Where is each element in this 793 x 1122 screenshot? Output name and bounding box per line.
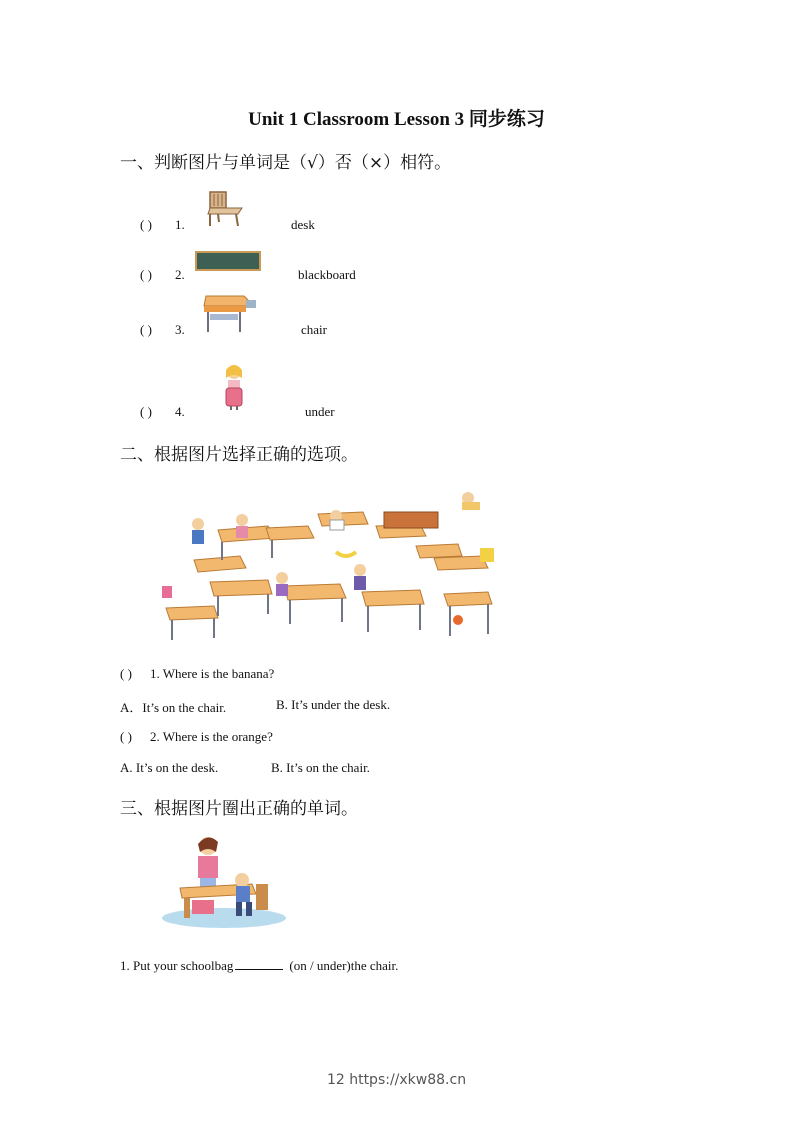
section2-heading: 二、根据图片选择正确的选项。 (120, 445, 358, 465)
question-text: 2. Where is the orange? (150, 729, 273, 744)
section1-heading: 一、判断图片与单词是（√）否（×）相符。 (120, 153, 452, 173)
item-word: chair (301, 322, 327, 337)
footer-page-number: 12 https://xkw88.cn (326, 1072, 467, 1088)
question-text: 1. Where is the banana? (150, 666, 275, 681)
item-number: 4. (175, 404, 185, 419)
answer-blank[interactable]: ( ) (140, 322, 152, 337)
item-word: desk (291, 217, 315, 232)
classroom-scene-image (158, 486, 516, 644)
sentence-start: 1. Put your schoolbag (120, 958, 234, 973)
desk-image (198, 294, 260, 334)
teacher-student-image (156, 832, 290, 932)
option-a[interactable]: A．It’s on the chair. (120, 700, 227, 715)
answer-blank[interactable]: ( ) (140, 217, 152, 232)
item-number: 2. (175, 267, 185, 282)
option-a[interactable]: A. It’s on the desk. (120, 760, 219, 775)
item-word: blackboard (298, 267, 356, 282)
answer-blank[interactable]: ( ) (140, 267, 152, 282)
answer-line[interactable] (235, 957, 283, 970)
page-title: Unit 1 Classroom Lesson 3 同步练习 (248, 109, 545, 130)
section3-heading: 三、根据图片圈出正确的单词。 (120, 799, 358, 819)
girl-with-bag-image (218, 360, 250, 412)
option-b[interactable]: B. It’s under the desk. (276, 697, 391, 712)
sentence-end[interactable]: (on / under)the chair. (289, 958, 399, 973)
item-word: under (305, 404, 335, 419)
option-b[interactable]: B. It’s on the chair. (271, 760, 370, 775)
answer-blank[interactable]: ( ) (140, 404, 152, 419)
answer-blank[interactable]: ( ) (120, 729, 132, 744)
answer-blank[interactable]: ( ) (120, 666, 132, 681)
item-number: 1. (175, 217, 185, 232)
item-number: 3. (175, 322, 185, 337)
chair-image (204, 190, 248, 228)
blackboard-image (194, 250, 262, 272)
fill-in-sentence (120, 957, 398, 974)
